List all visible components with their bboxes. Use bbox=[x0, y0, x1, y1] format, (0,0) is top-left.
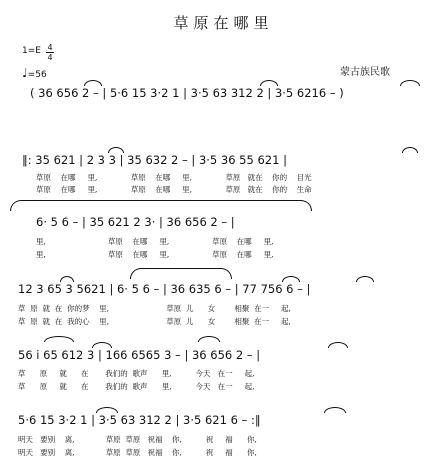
lyric-line-6a: 明天 要别 离, 草原 草原 祝福 你, 祝 福 你, bbox=[18, 435, 257, 444]
tie-mark bbox=[92, 342, 112, 348]
tempo-value: =56 bbox=[27, 70, 47, 80]
tie-mark bbox=[356, 276, 374, 282]
notation-line-5: 56 i 65 612 3 | 166 6565 3 – | 36 656 2 – | bbox=[18, 348, 261, 362]
lyric-line-3b: 里, 草原 在哪 里, 草原 在哪 里, bbox=[36, 250, 274, 259]
notation-line-6: 5·6 15 3·2 1 | 3·5 63 312 2 | 3·5 621 6 – :‖ bbox=[18, 413, 261, 427]
phrase-slur bbox=[130, 268, 232, 279]
notation-line-1: ( 36 656 2 – | 5·6 15 3·2 1 | 3·5 63 312 2 | 3·5 6216 – ) bbox=[30, 86, 344, 100]
tie-mark bbox=[96, 407, 118, 413]
tie-mark bbox=[324, 407, 346, 413]
song-credit: 蒙古族民歌 bbox=[340, 67, 390, 78]
tie-mark bbox=[260, 80, 278, 86]
lyric-line-5a: 草 原 就 在 我们的 歌声 里, 今天 在一 起, bbox=[18, 369, 255, 378]
lyric-line-4a: 草 原 就 在 你的梦 里, 草原 儿 女 相聚 在一 起, bbox=[18, 304, 291, 313]
lyric-line-2a: 草原 在哪 里, 草原 在哪 里, 草原 就在 你的 目光 bbox=[36, 173, 312, 182]
tie-mark bbox=[44, 336, 74, 342]
time-signature-top: 4 bbox=[47, 43, 53, 52]
triplet-mark bbox=[198, 336, 220, 342]
quarter-note-icon: ♩ bbox=[22, 66, 28, 80]
phrase-slur bbox=[10, 200, 312, 211]
notation-line-4: 12 3 65 3 5621 | 6· 5 6 – | 36 635 6 – | 77 756 6 – | bbox=[18, 282, 311, 296]
tie-mark bbox=[402, 147, 418, 153]
lyric-line-3a: 里, 草原 在哪 里, 草原 在哪 里, bbox=[36, 237, 274, 246]
lyric-line-2b: 草原 在哪 里, 草原 在哪 里, 草原 就在 你的 生命 bbox=[36, 185, 312, 194]
tempo-marking bbox=[22, 66, 47, 80]
tie-mark bbox=[282, 276, 300, 282]
time-signature bbox=[46, 43, 54, 62]
tie-mark bbox=[400, 80, 420, 86]
key-signature: 1=E bbox=[22, 46, 41, 56]
lyric-line-5b: 草 原 就 在 我们的 歌声 里, 今天 在一 起, bbox=[18, 382, 255, 391]
tie-mark bbox=[108, 147, 124, 153]
tie-mark bbox=[60, 276, 74, 282]
notation-line-2: ‖: 35 621 | 2 3 3 | 35 632 2 – | 3·5 36 55 621 | bbox=[22, 153, 287, 167]
notation-line-3: 6· 5 6 – | 35 621 2 3· | 36 656 2 – | bbox=[36, 215, 235, 229]
lyric-line-6b: 明天 要别 离, 草原 草原 祝福 你, 祝 福 你, bbox=[18, 448, 257, 457]
time-signature-bottom: 4 bbox=[47, 53, 53, 62]
tie-mark bbox=[84, 80, 102, 86]
tie-mark bbox=[328, 342, 348, 348]
song-title: 草原在哪里 bbox=[173, 14, 274, 32]
lyric-line-4b: 草 原 就 在 我的心 里, 草原 儿 女 相聚 在一 起, bbox=[18, 317, 291, 326]
